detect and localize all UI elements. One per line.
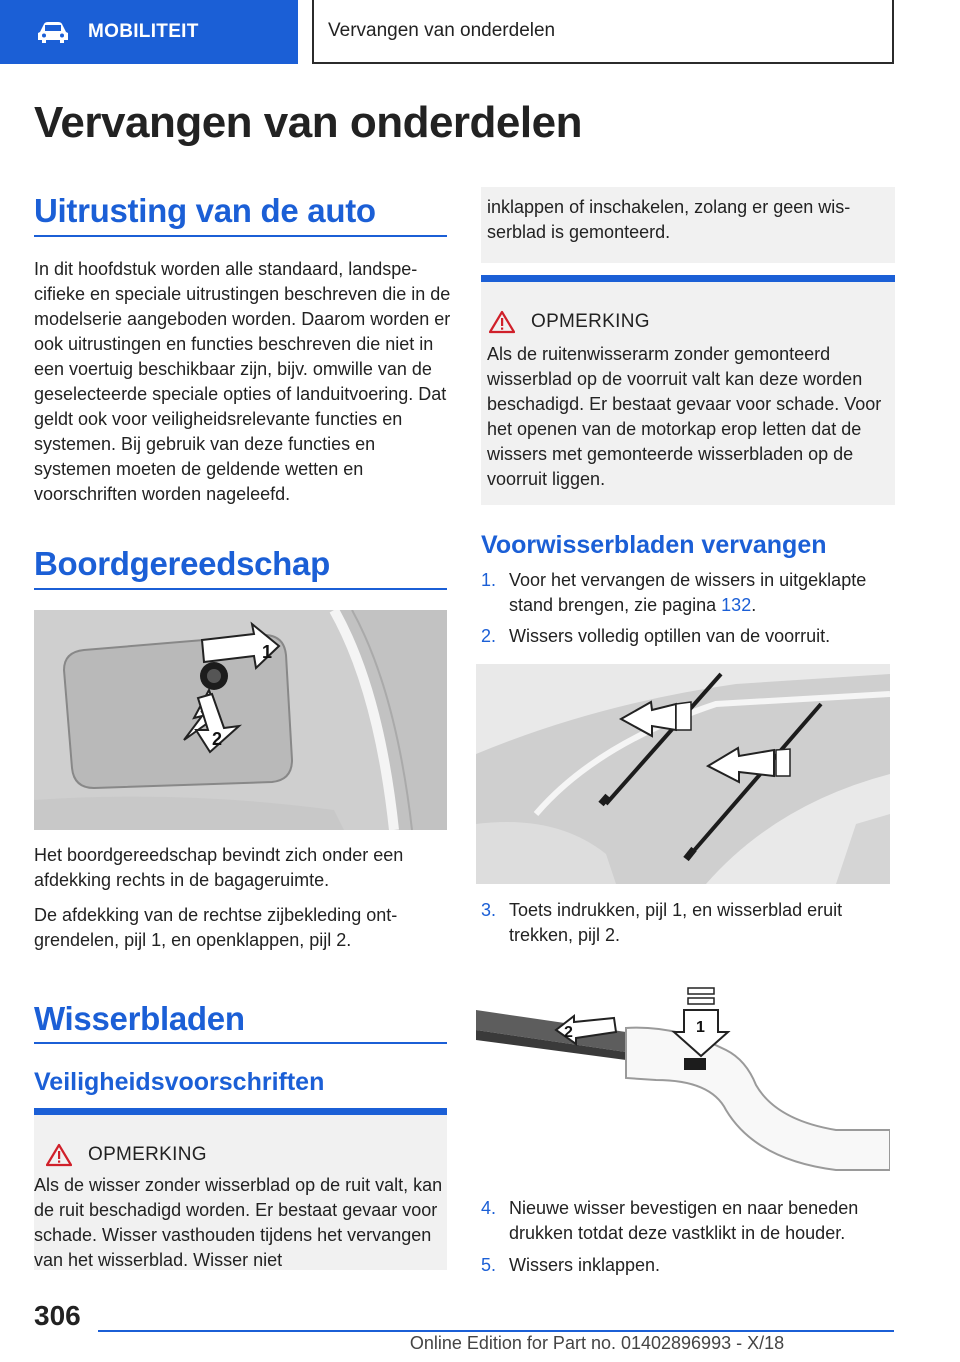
page-number: 306 bbox=[34, 1300, 81, 1331]
paragraph-boordgereedschap-1: Het boordgereedschap bevindt zich onder een afdekking rechts in de bagageruimte. bbox=[34, 845, 404, 890]
figure-wipers-raised bbox=[476, 664, 890, 884]
arrow-label-1: 1 bbox=[696, 1019, 705, 1036]
step-text: Wissers inklappen. bbox=[509, 1255, 661, 1275]
step-2 bbox=[481, 624, 895, 649]
breadcrumb-text: Vervangen van onderdelen bbox=[328, 20, 556, 41]
notice-box-1 bbox=[34, 1108, 447, 1270]
step-1 bbox=[481, 568, 895, 618]
arrow-label-1: 1 bbox=[262, 642, 273, 662]
notice-heading bbox=[46, 1143, 207, 1167]
footer-edition: Online Edition for Part no. 01402896993 - X/18 bbox=[409, 1333, 785, 1353]
notice-title: OPMERKING bbox=[531, 311, 650, 332]
heading-uitrusting: Uitrusting van de auto bbox=[34, 192, 376, 229]
page-title: Vervangen van onderdelen bbox=[34, 98, 582, 147]
step-number: 3. bbox=[481, 900, 497, 920]
arrow-label-2: 2 bbox=[564, 1024, 573, 1041]
heading-rule bbox=[34, 235, 447, 237]
paragraph-uitrusting: In dit hoofdstuk worden alle standaard, landspecifieke en speciale uitrustingen beschreven die in de modelserie aangeboden worden. Daarom worden er ook uitrustingen en functies beschreven die niet in een voertuig beschikbaar zijn, bijv. omwille van de geselecteerde speciale opties of landuitvoering. Dat geldt ook voor veiligheidsrelevante functies en systemen. Bij gebruik van deze functies en systemen moeten de geldende wetten en voorschriften worden nageleefd. bbox=[34, 259, 451, 504]
step-number: 2. bbox=[481, 626, 497, 646]
notice-text: Als de ruitenwisserarm zonder gemonteerd wisserblad op de voorruit valt kan deze worden beschadigd. Er bestaat gevaar voor schade. Voor het openen van de motorkap erop letten dat de wissers met gemonteerde wisserbladen op de voorruit liggen. bbox=[487, 344, 882, 489]
figure-wiper-release bbox=[476, 970, 890, 1185]
wiper-release-illustration bbox=[476, 970, 890, 1185]
paragraph-boordgereedschap-2: De afdekking van de rechtse zijbekleding ontgrendelen, pijl 1, en openklappen, pijl 2. bbox=[34, 905, 398, 950]
figure-tool-cover bbox=[34, 610, 447, 830]
warning-icon bbox=[489, 310, 515, 334]
step-text: Wissers volledig optillen van de voorruit. bbox=[509, 626, 831, 646]
step-4 bbox=[481, 1196, 895, 1246]
notice-box-2 bbox=[481, 275, 895, 505]
breadcrumb bbox=[312, 0, 894, 64]
wipers-illustration bbox=[476, 664, 890, 884]
heading-rule bbox=[34, 1042, 447, 1044]
notice-text: Als de wisser zonder wisserblad op de ruit valt, kan de ruit beschadigd worden. Er bestaat gevaar voor schade. Wisser vasthouden tijdens het vervangen van het wisserblad. Wisser niet bbox=[34, 1175, 443, 1270]
heading-veiligheid: Veiligheidsvoorschriften bbox=[34, 1068, 325, 1096]
notice-heading bbox=[489, 310, 650, 334]
notice-box-1-continued bbox=[481, 187, 895, 263]
step-text: Nieuwe wisser bevestigen en naar beneden drukken totdat deze vastklikt in de houder. bbox=[509, 1198, 859, 1243]
step-text-end: . bbox=[751, 595, 757, 615]
warning-icon bbox=[46, 1143, 72, 1167]
step-number: 5. bbox=[481, 1255, 497, 1275]
heading-voorwisser: Voorwisserbladen vervangen bbox=[481, 531, 827, 559]
step-text: Toets indrukken, pijl 1, en wisserblad eruit trekken, pijl 2. bbox=[509, 900, 843, 945]
section-label: MOBILITEIT bbox=[88, 21, 199, 42]
notice-text-continued: inklappen of inschakelen, zolang er geen wisserblad is gemonteerd. bbox=[487, 197, 851, 242]
section-tab[interactable] bbox=[0, 0, 298, 64]
car-icon bbox=[36, 20, 70, 44]
tool-cover-illustration bbox=[34, 610, 447, 830]
heading-rule bbox=[34, 588, 447, 590]
step-number: 4. bbox=[481, 1198, 497, 1218]
notice-title: OPMERKING bbox=[88, 1144, 207, 1165]
step-text: Voor het vervangen de wissers in uitgeklapte stand brengen, zie pagina bbox=[509, 570, 867, 615]
heading-boordgereedschap: Boordgereedschap bbox=[34, 545, 330, 582]
arrow-label-2: 2 bbox=[212, 729, 223, 749]
step-3 bbox=[481, 898, 895, 948]
heading-wisserbladen: Wisserbladen bbox=[34, 1000, 245, 1037]
footer-rule bbox=[98, 1330, 894, 1332]
page-link[interactable]: 132 bbox=[721, 595, 752, 615]
step-5 bbox=[481, 1253, 895, 1278]
step-number: 1. bbox=[481, 570, 497, 590]
